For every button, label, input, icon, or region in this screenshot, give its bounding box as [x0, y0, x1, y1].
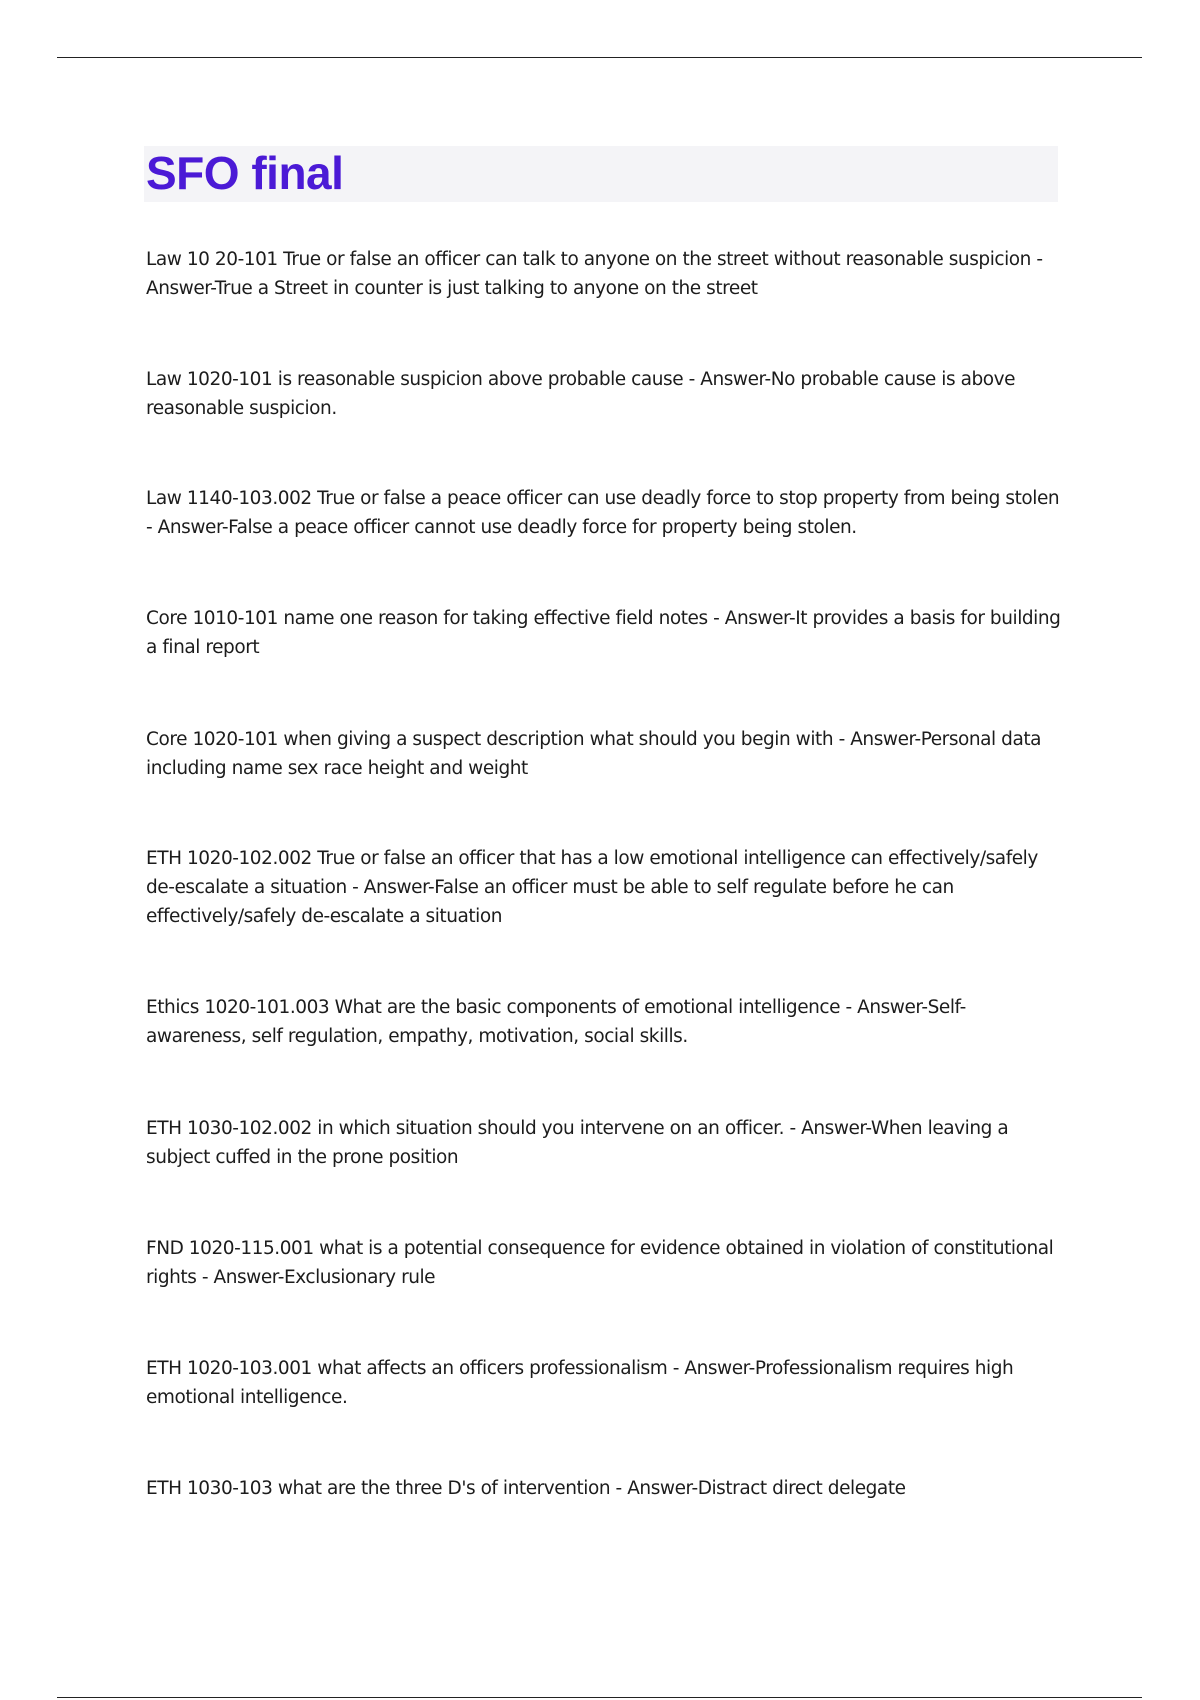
flashcard: ETH 1020-103.001 what affects an officers professionalism - Answer-Professionalism requires high emotional intelligence.	[146, 1358, 1014, 1408]
flashcard: Law 10 20-101 True or false an officer can talk to anyone on the street without reasonable suspicion - Answer-True a Street in counter is just talking to anyone on the street	[146, 249, 1043, 299]
flashcard: ETH 1030-103 what are the three D's of intervention - Answer-Distract direct delegate	[146, 1478, 906, 1499]
flashcard: FND 1020-115.001 what is a potential consequence for evidence obtained in violation of constitutional rights - Answer-Exclusionary rule	[146, 1238, 1054, 1288]
flashcard: ETH 1020-102.002 True or false an officer that has a low emotional intelligence can effectively/safely de-escalate a situation - Answer-False an officer must be able to self regulate before he can effectively/safely de-escalate a situation	[146, 848, 1038, 927]
top-rule	[57, 57, 1142, 58]
flashcard: Core 1020-101 when giving a suspect description what should you begin with - Answer-Personal data including name sex race height and weight	[146, 729, 1042, 779]
flashcard: Ethics 1020-101.003 What are the basic components of emotional intelligence - Answer-Self-awareness, self regulation, empathy, motivation, social skills.	[146, 997, 966, 1047]
flashcard: Law 1140-103.002 True or false a peace officer can use deadly force to stop property from being stolen - Answer-False a peace officer cannot use deadly force for property being stolen.	[146, 488, 1060, 538]
flashcard: ETH 1030-102.002 in which situation should you intervene on an officer. - Answer-When leaving a subject cuffed in the prone position	[146, 1118, 1009, 1168]
flashcard: Law 1020-101 is reasonable suspicion above probable cause - Answer-No probable cause is above reasonable suspicion.	[146, 369, 1016, 419]
flashcard: Core 1010-101 name one reason for taking effective field notes - Answer-It provides a basis for building a final report	[146, 608, 1061, 658]
bottom-rule	[57, 1697, 1142, 1698]
document-title: SFO final	[146, 147, 344, 199]
